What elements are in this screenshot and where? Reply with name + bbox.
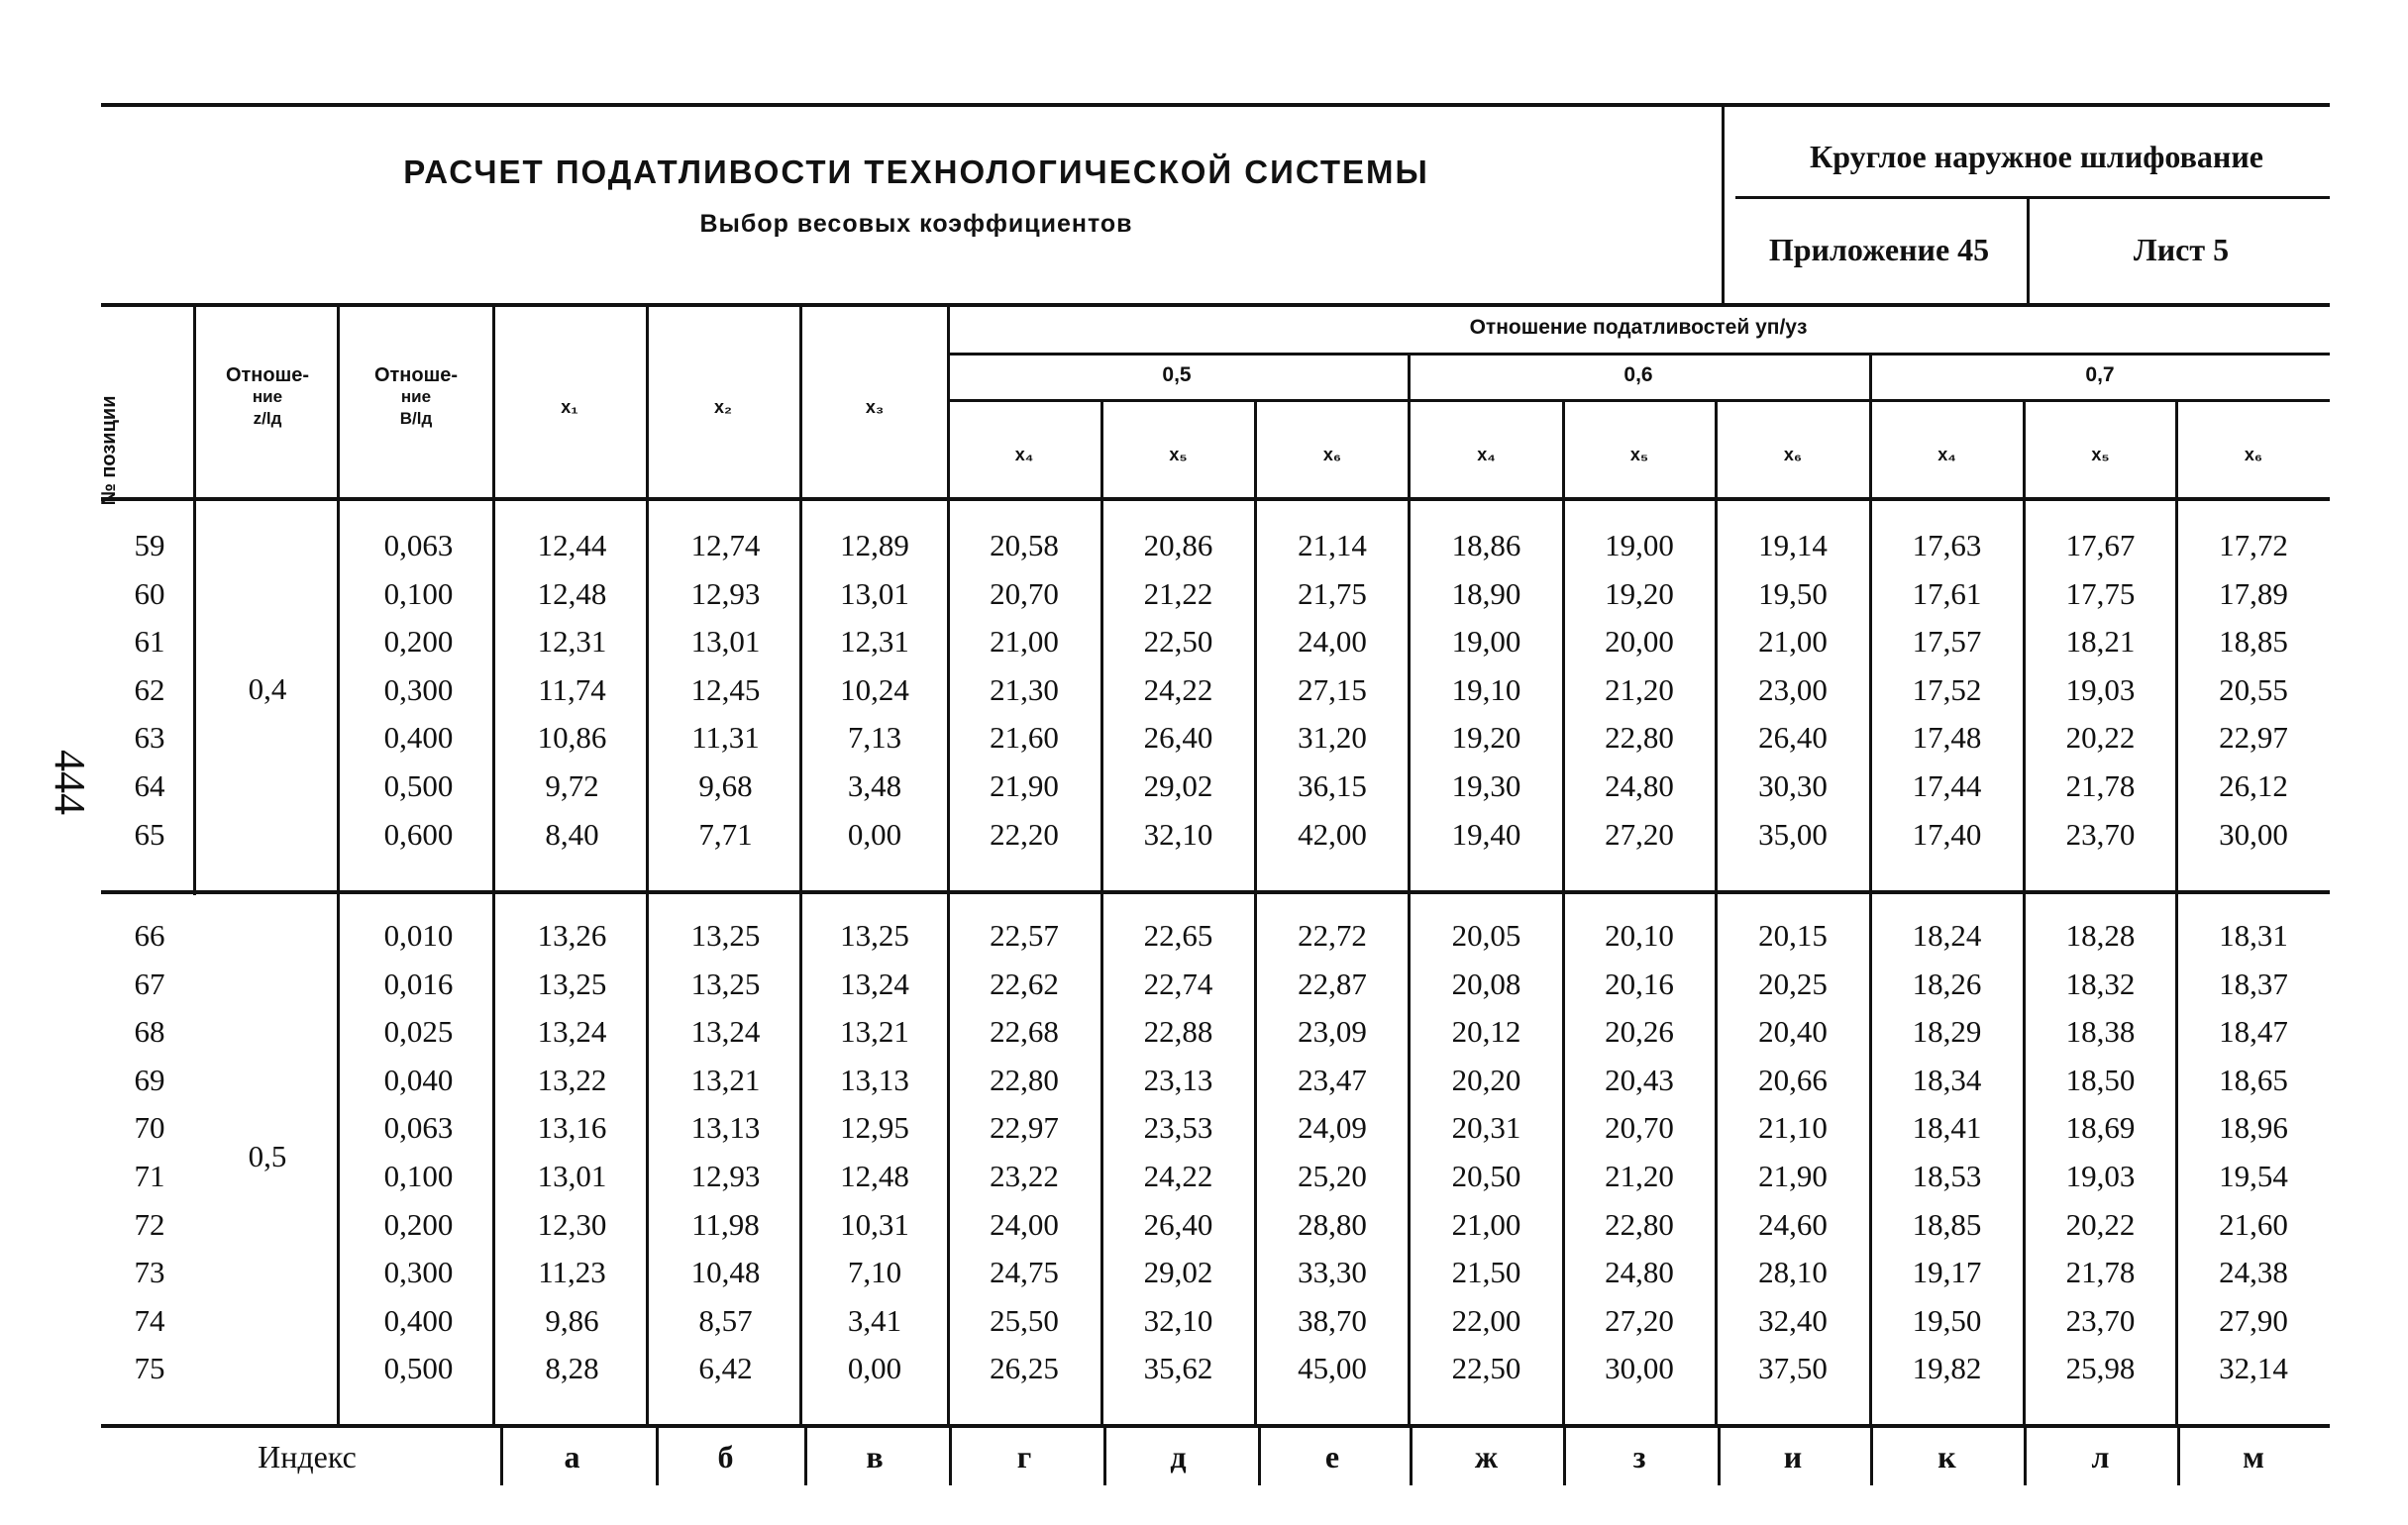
table-cell: 17,57 <box>1912 624 1982 659</box>
position-number: 73 <box>134 1255 165 1289</box>
table-cell: 20,70 <box>990 576 1059 611</box>
table-cell: 21,30 <box>990 672 1059 707</box>
table-cell: 13,25 <box>690 966 761 1001</box>
position-number: 63 <box>134 720 165 755</box>
table-cell: 18,34 <box>1912 1063 1982 1097</box>
table-cell: 0,400 <box>383 1303 454 1338</box>
table-cell: 27,15 <box>1298 672 1367 707</box>
ratio-b-line1: Отноше- <box>373 364 459 386</box>
table-cell: 13,26 <box>537 918 607 953</box>
table-cell: 21,90 <box>1758 1159 1828 1193</box>
column-divider <box>337 307 340 895</box>
table-cell: 32,14 <box>2219 1351 2288 1385</box>
table-cell: 18,69 <box>2065 1110 2136 1145</box>
table-cell: 23,13 <box>1143 1063 1213 1097</box>
table-cell: 20,10 <box>1605 918 1674 953</box>
table-cell: 12,48 <box>537 576 607 611</box>
table-cell: 42,00 <box>1298 817 1367 852</box>
table-cell: 12,93 <box>690 1159 761 1193</box>
table-cell: 13,21 <box>690 1063 761 1097</box>
position-number: 65 <box>134 817 165 852</box>
header-box-rule <box>1735 196 2330 199</box>
table-cell: 0,100 <box>383 576 454 611</box>
x3-header: x₃ <box>865 397 885 417</box>
table-cell: 20,50 <box>1451 1159 1521 1193</box>
table-cell: 19,00 <box>1605 528 1674 562</box>
ratio-b-header <box>342 364 490 430</box>
table-cell: 20,22 <box>2065 720 2136 755</box>
table-cell: 23,00 <box>1758 672 1828 707</box>
x4-header: x₄ <box>1937 445 1956 464</box>
table-cell: 12,30 <box>537 1207 607 1242</box>
index-letter: а <box>564 1439 580 1474</box>
table-cell: 20,00 <box>1605 624 1674 659</box>
table-cell: 19,10 <box>1451 672 1521 707</box>
table-cell: 25,50 <box>990 1303 1059 1338</box>
table-cell: 22,88 <box>1143 1014 1213 1049</box>
table-cell: 13,25 <box>840 918 909 953</box>
position-number: 61 <box>134 624 165 659</box>
table-cell: 22,65 <box>1143 918 1213 953</box>
position-number: 62 <box>134 672 165 707</box>
table-cell: 18,24 <box>1912 918 1982 953</box>
table-cell: 20,16 <box>1605 966 1674 1001</box>
table-cell: 0,010 <box>383 918 454 953</box>
table-cell: 13,24 <box>840 966 909 1001</box>
table-cell: 18,85 <box>1912 1207 1982 1242</box>
table-cell: 17,44 <box>1912 768 1982 803</box>
table-cell: 13,16 <box>537 1110 607 1145</box>
table-cell: 17,67 <box>2065 528 2136 562</box>
table-cell: 21,90 <box>990 768 1059 803</box>
column-header-bottom-rule <box>101 497 2330 501</box>
header-box-divider <box>2027 198 2030 305</box>
table-cell: 22,97 <box>990 1110 1059 1145</box>
table-cell: 24,80 <box>1605 768 1674 803</box>
position-number: 67 <box>134 966 165 1001</box>
table-cell: 17,89 <box>2219 576 2288 611</box>
sheet-label: Лист 5 <box>2133 232 2230 267</box>
table-cell: 18,47 <box>2219 1014 2288 1049</box>
table-cell: 32,40 <box>1758 1303 1828 1338</box>
table-cell: 31,20 <box>1298 720 1367 755</box>
table-cell: 8,40 <box>545 817 599 852</box>
table-cell: 18,26 <box>1912 966 1982 1001</box>
table-cell: 17,40 <box>1912 817 1982 852</box>
table-cell: 10,48 <box>690 1255 761 1289</box>
x6-header: x₆ <box>1322 445 1342 464</box>
table-cell: 8,57 <box>698 1303 753 1338</box>
appendix-label: Приложение 45 <box>1768 232 1990 267</box>
table-cell: 10,86 <box>537 720 607 755</box>
table-cell: 11,31 <box>691 720 760 755</box>
x4-header: x₄ <box>1014 445 1034 464</box>
table-cell: 12,93 <box>690 576 761 611</box>
position-number: 71 <box>134 1159 165 1193</box>
table-cell: 26,25 <box>990 1351 1059 1385</box>
table-cell: 21,20 <box>1605 672 1674 707</box>
table-cell: 24,80 <box>1605 1255 1674 1289</box>
table-cell: 11,74 <box>538 672 606 707</box>
x1-header: x₁ <box>561 397 578 417</box>
table-cell: 19,50 <box>1758 576 1828 611</box>
table-cell: 0,300 <box>383 1255 454 1289</box>
table-cell: 21,22 <box>1143 576 1213 611</box>
index-label: Индекс <box>258 1439 357 1474</box>
page-number: 444 <box>46 750 94 815</box>
table-cell: 19,20 <box>1605 576 1674 611</box>
table-cell: 0,200 <box>383 1207 454 1242</box>
table-cell: 0,300 <box>383 672 454 707</box>
table-cell: 18,86 <box>1451 528 1521 562</box>
table-cell: 12,44 <box>537 528 607 562</box>
table-cell: 21,78 <box>2065 768 2136 803</box>
table-cell: 22,72 <box>1298 918 1367 953</box>
x2-header: x₂ <box>713 397 732 417</box>
table-cell: 20,26 <box>1605 1014 1674 1049</box>
table-cell: 21,60 <box>2219 1207 2288 1242</box>
table-cell: 18,90 <box>1451 576 1521 611</box>
table-cell: 18,32 <box>2065 966 2136 1001</box>
table-bottom-rule <box>101 1424 2330 1428</box>
table-cell: 18,21 <box>2065 624 2136 659</box>
x5-header: x₅ <box>1169 445 1188 464</box>
table-cell: 21,10 <box>1758 1110 1828 1145</box>
group-rule <box>947 399 2330 402</box>
table-cell: 26,40 <box>1143 1207 1213 1242</box>
table-cell: 20,12 <box>1451 1014 1521 1049</box>
table-cell: 23,53 <box>1143 1110 1213 1145</box>
index-letter: и <box>1783 1439 1803 1474</box>
table-cell: 21,75 <box>1298 576 1367 611</box>
index-letter: м <box>2243 1439 2264 1474</box>
x5-header: x₅ <box>1629 445 1649 464</box>
table-cell: 24,60 <box>1758 1207 1828 1242</box>
table-cell: 29,02 <box>1143 768 1213 803</box>
table-cell: 18,85 <box>2219 624 2288 659</box>
table-cell: 30,00 <box>2219 817 2288 852</box>
table-cell: 19,00 <box>1451 624 1521 659</box>
table-cell: 27,90 <box>2219 1303 2288 1338</box>
table-cell: 20,40 <box>1758 1014 1828 1049</box>
table-cell: 19,54 <box>2219 1159 2288 1193</box>
table-cell: 11,23 <box>538 1255 606 1289</box>
position-number: 69 <box>134 1063 165 1097</box>
table-cell: 0,063 <box>383 528 454 562</box>
table-cell: 19,82 <box>1912 1351 1982 1385</box>
table-cell: 20,58 <box>990 528 1059 562</box>
group-06-header: 0,6 <box>1623 363 1653 386</box>
x6-header: x₆ <box>2244 445 2263 464</box>
table-cell: 19,17 <box>1912 1255 1982 1289</box>
table-cell: 19,03 <box>2065 1159 2136 1193</box>
table-cell: 18,28 <box>2065 918 2136 953</box>
ratio-z-header <box>198 364 337 430</box>
process-name: Круглое наружное шлифование <box>1810 139 2263 174</box>
table-cell: 25,20 <box>1298 1159 1367 1193</box>
table-cell: 6,42 <box>698 1351 753 1385</box>
table-cell: 24,22 <box>1143 672 1213 707</box>
table-cell: 27,20 <box>1605 1303 1674 1338</box>
table-cell: 18,41 <box>1912 1110 1982 1145</box>
table-cell: 45,00 <box>1298 1351 1367 1385</box>
table-cell: 20,55 <box>2219 672 2288 707</box>
table-cell: 22,87 <box>1298 966 1367 1001</box>
table-cell: 17,75 <box>2065 576 2136 611</box>
table-cell: 9,86 <box>545 1303 599 1338</box>
table-cell: 12,48 <box>840 1159 909 1193</box>
table-cell: 24,09 <box>1298 1110 1367 1145</box>
index-letter: з <box>1632 1439 1646 1474</box>
table-cell: 0,500 <box>383 768 454 803</box>
table-cell: 24,75 <box>990 1255 1059 1289</box>
table-cell: 22,97 <box>2219 720 2288 755</box>
table-cell: 21,78 <box>2065 1255 2136 1289</box>
table-cell: 38,70 <box>1298 1303 1367 1338</box>
table-cell: 12,31 <box>537 624 607 659</box>
table-cell: 19,14 <box>1758 528 1828 562</box>
table-cell: 18,31 <box>2219 918 2288 953</box>
index-letter: д <box>1170 1439 1187 1474</box>
table-cell: 24,00 <box>990 1207 1059 1242</box>
table-cell: 32,10 <box>1143 817 1213 852</box>
table-cell: 22,50 <box>1451 1351 1521 1385</box>
table-cell: 32,10 <box>1143 1303 1213 1338</box>
ratio-z-line3: z/lд <box>253 409 282 428</box>
table-cell: 12,74 <box>690 528 761 562</box>
position-number: 68 <box>134 1014 165 1049</box>
position-column-header: № позиции <box>98 395 120 506</box>
table-cell: 25,98 <box>2065 1351 2136 1385</box>
table-cell: 24,00 <box>1298 624 1367 659</box>
table-cell: 13,13 <box>840 1063 909 1097</box>
position-number: 75 <box>134 1351 165 1385</box>
table-cell: 22,57 <box>990 918 1059 953</box>
table-cell: 18,96 <box>2219 1110 2288 1145</box>
table-cell: 0,040 <box>383 1063 454 1097</box>
x4-header: x₄ <box>1477 445 1496 464</box>
compliance-rule <box>947 353 2330 356</box>
table-cell: 20,43 <box>1605 1063 1674 1097</box>
table-cell: 17,63 <box>1912 528 1982 562</box>
table-cell: 33,30 <box>1298 1255 1367 1289</box>
group-ratio-label: 0,5 <box>248 1139 287 1173</box>
table-cell: 10,24 <box>840 672 909 707</box>
header-bottom-rule <box>101 303 2330 307</box>
table-cell: 23,47 <box>1298 1063 1367 1097</box>
table-cell: 13,01 <box>537 1159 607 1193</box>
compliance-ratio-header: Отношение податливостей yп/yз <box>1469 316 1808 339</box>
group-07-header: 0,7 <box>2085 363 2115 386</box>
table-cell: 0,500 <box>383 1351 454 1385</box>
table-cell: 20,20 <box>1451 1063 1521 1097</box>
table-cell: 0,00 <box>847 817 902 852</box>
table-cell: 13,25 <box>690 918 761 953</box>
table-cell: 22,62 <box>990 966 1059 1001</box>
table-cell: 26,12 <box>2219 768 2288 803</box>
table-cell: 30,30 <box>1758 768 1828 803</box>
table-cell: 18,53 <box>1912 1159 1982 1193</box>
table-cell: 26,40 <box>1758 720 1828 755</box>
table-cell: 0,100 <box>383 1159 454 1193</box>
table-cell: 22,00 <box>1451 1303 1521 1338</box>
table-cell: 22,80 <box>1605 1207 1674 1242</box>
table-cell: 20,05 <box>1451 918 1521 953</box>
table-cell: 23,22 <box>990 1159 1059 1193</box>
table-cell: 19,40 <box>1451 817 1521 852</box>
ratio-b-line3: B/lд <box>399 409 433 428</box>
table-cell: 13,01 <box>690 624 761 659</box>
table-cell: 23,09 <box>1298 1014 1367 1049</box>
table-cell: 22,80 <box>990 1063 1059 1097</box>
position-number: 66 <box>134 918 165 953</box>
table-cell: 8,28 <box>545 1351 599 1385</box>
table-cell: 35,62 <box>1143 1351 1213 1385</box>
table-cell: 13,22 <box>537 1063 607 1097</box>
x6-header: x₆ <box>1783 445 1803 464</box>
table-cell: 7,71 <box>698 817 753 852</box>
ratio-z-line2: ние <box>252 387 283 406</box>
table-cell: 17,52 <box>1912 672 1982 707</box>
table-cell: 29,02 <box>1143 1255 1213 1289</box>
table-cell: 21,00 <box>990 624 1059 659</box>
table-cell: 13,25 <box>537 966 607 1001</box>
table-cell: 18,38 <box>2065 1014 2136 1049</box>
ratio-z-line1: Отноше- <box>225 364 310 386</box>
table-cell: 17,72 <box>2219 528 2288 562</box>
table-cell: 20,70 <box>1605 1110 1674 1145</box>
x5-header: x₅ <box>2091 445 2110 464</box>
table-cell: 23,70 <box>2065 817 2136 852</box>
table-cell: 20,31 <box>1451 1110 1521 1145</box>
table-cell: 17,48 <box>1912 720 1982 755</box>
table-cell: 12,45 <box>690 672 761 707</box>
table-cell: 0,00 <box>847 1351 902 1385</box>
table-cell: 12,95 <box>840 1110 909 1145</box>
column-divider <box>337 894 340 1424</box>
table-cell: 20,22 <box>2065 1207 2136 1242</box>
table-cell: 19,50 <box>1912 1303 1982 1338</box>
table-cell: 22,74 <box>1143 966 1213 1001</box>
index-letter: в <box>866 1439 884 1474</box>
position-number: 70 <box>134 1110 165 1145</box>
table-cell: 13,21 <box>840 1014 909 1049</box>
table-cell: 28,10 <box>1758 1255 1828 1289</box>
table-cell: 21,20 <box>1605 1159 1674 1193</box>
table-cell: 23,70 <box>2065 1303 2136 1338</box>
table-cell: 12,89 <box>840 528 909 562</box>
table-cell: 3,41 <box>847 1303 902 1338</box>
group-05-header: 0,5 <box>1162 363 1192 386</box>
table-cell: 21,00 <box>1451 1207 1521 1242</box>
table-cell: 18,65 <box>2219 1063 2288 1097</box>
table-cell: 36,15 <box>1298 768 1367 803</box>
table-cell: 3,48 <box>847 768 902 803</box>
table-cell: 37,50 <box>1758 1351 1828 1385</box>
table-cell: 0,063 <box>383 1110 454 1145</box>
table-cell: 19,20 <box>1451 720 1521 755</box>
table-cell: 9,72 <box>545 768 599 803</box>
table-cell: 27,20 <box>1605 817 1674 852</box>
table-cell: 13,13 <box>690 1110 761 1145</box>
table-cell: 18,50 <box>2065 1063 2136 1097</box>
position-number: 59 <box>134 528 165 562</box>
table-cell: 21,50 <box>1451 1255 1521 1289</box>
table-cell: 20,25 <box>1758 966 1828 1001</box>
table-cell: 24,38 <box>2219 1255 2288 1289</box>
table-cell: 0,400 <box>383 720 454 755</box>
table-cell: 10,31 <box>840 1207 909 1242</box>
table-cell: 13,01 <box>840 576 909 611</box>
table-cell: 24,22 <box>1143 1159 1213 1193</box>
position-number: 72 <box>134 1207 165 1242</box>
ratio-b-line2: ние <box>400 387 432 406</box>
table-cell: 0,016 <box>383 966 454 1001</box>
table-cell: 20,08 <box>1451 966 1521 1001</box>
table-cell: 18,37 <box>2219 966 2288 1001</box>
index-letter: е <box>1324 1439 1340 1474</box>
table-cell: 0,025 <box>383 1014 454 1049</box>
group-ratio-label: 0,4 <box>248 671 287 706</box>
table-cell: 21,00 <box>1758 624 1828 659</box>
table-cell: 17,61 <box>1912 576 1982 611</box>
table-cell: 20,15 <box>1758 918 1828 953</box>
index-letter: л <box>2091 1439 2110 1474</box>
position-number: 64 <box>134 768 165 803</box>
table-cell: 20,66 <box>1758 1063 1828 1097</box>
page-title: РАСЧЕТ ПОДАТЛИВОСТИ ТЕХНОЛОГИЧЕСКОЙ СИСТЕМЫ <box>403 153 1429 190</box>
group-separator-rule <box>101 890 2330 894</box>
table-cell: 18,29 <box>1912 1014 1982 1049</box>
index-letter: ж <box>1474 1439 1499 1474</box>
table-cell: 9,68 <box>698 768 753 803</box>
page-subtitle: Выбор весовых коэффициентов <box>699 210 1133 238</box>
table-cell: 7,13 <box>847 720 902 755</box>
table-cell: 21,60 <box>990 720 1059 755</box>
index-letter: к <box>1937 1439 1956 1474</box>
table-cell: 20,86 <box>1143 528 1213 562</box>
table-cell: 19,30 <box>1451 768 1521 803</box>
top-rule <box>101 103 2330 107</box>
position-number: 74 <box>134 1303 165 1338</box>
table-cell: 21,14 <box>1298 528 1367 562</box>
position-number: 60 <box>134 576 165 611</box>
table-cell: 26,40 <box>1143 720 1213 755</box>
table-cell: 0,200 <box>383 624 454 659</box>
index-letter: г <box>1016 1439 1032 1474</box>
table-cell: 13,24 <box>537 1014 607 1049</box>
table-cell: 19,03 <box>2065 672 2136 707</box>
table-cell: 28,80 <box>1298 1207 1367 1242</box>
table-cell: 13,24 <box>690 1014 761 1049</box>
table-cell: 7,10 <box>847 1255 902 1289</box>
table-cell: 35,00 <box>1758 817 1828 852</box>
table-cell: 0,600 <box>383 817 454 852</box>
table-cell: 30,00 <box>1605 1351 1674 1385</box>
table-cell: 12,31 <box>840 624 909 659</box>
header-divider <box>1722 107 1725 305</box>
table-cell: 22,20 <box>990 817 1059 852</box>
table-cell: 22,50 <box>1143 624 1213 659</box>
table-cell: 11,98 <box>691 1207 760 1242</box>
index-letter: б <box>717 1439 734 1474</box>
table-cell: 22,80 <box>1605 720 1674 755</box>
table-cell: 22,68 <box>990 1014 1059 1049</box>
